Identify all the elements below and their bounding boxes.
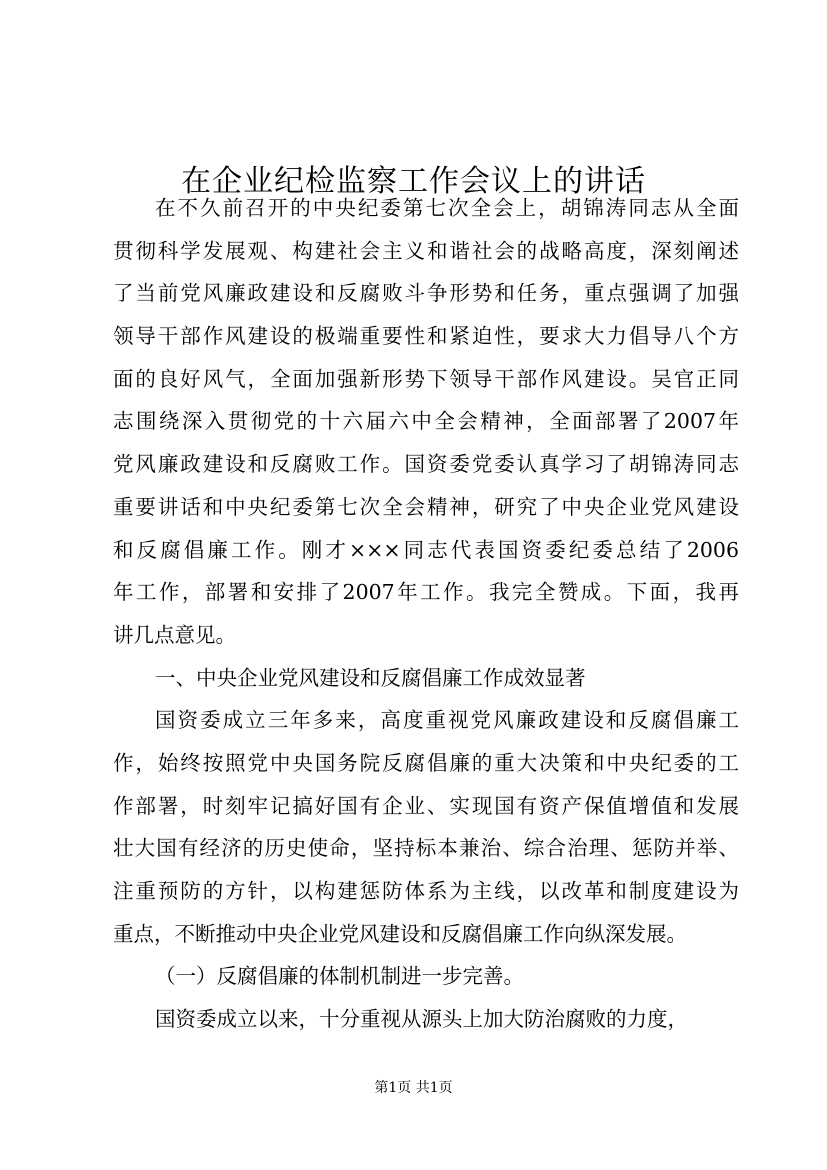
document-body [113,187,739,1041]
paragraph-2-line-6: 重点，不断推动中央企业党风建设和反腐倡廉工作向纵深发展。 [113,921,687,946]
paragraph-2-line-2: 作，始终按照党中央国务院反腐倡廉的重大决策和中央纪委的工 [113,750,739,775]
paragraph-2-line-4: 壮大国有经济的历史使命，坚持标本兼治、综合治理、惩防并举、 [113,836,739,861]
page-footer: 第1页 共1页 [374,1080,453,1096]
paragraph-1-line-4: 领导干部作风建设的极端重要性和紧迫性，要求大力倡导八个方 [113,324,739,349]
paragraph-1-line-8: 重要讲话和中央纪委第七次全会精神，研究了中央企业党风建设 [113,494,739,519]
paragraph-1-line-6: 志围绕深入贯彻党的十六届六中全会精神，全面部署了2007年 [113,409,739,434]
paragraph-1-line-7: 党风廉政建设和反腐败工作。国资委党委认真学习了胡锦涛同志 [113,452,739,477]
paragraph-1-line-2: 贯彻科学发展观、构建社会主义和谐社会的战略高度，深刻阐述 [113,238,739,263]
paragraph-1-line-11: 讲几点意见。 [113,622,236,647]
paragraph-1-line-1: 在不久前召开的中央纪委第七次全会上，胡锦涛同志从全面 [155,196,739,220]
subsection-heading-1: （一）反腐倡廉的体制机制进一步完善。 [155,964,524,989]
paragraph-3-line-1: 国资委成立以来，十分重视从源头上加大防治腐败的力度， [155,1007,688,1032]
paragraph-1-line-10: 年工作，部署和安排了2007年工作。我完全赞成。下面，我再 [113,580,739,605]
document-title: 在企业纪检监察工作会议上的讲话 [181,164,646,200]
paragraph-2-line-1: 国资委成立三年多来，高度重视党风廉政建设和反腐倡廉工 [155,708,739,733]
paragraph-2-line-5: 注重预防的方针，以构建惩防体系为主线，以改革和制度建设为 [113,879,739,903]
paragraph-1-line-5: 面的良好风气，全面加强新形势下领导干部作风建设。吴官正同 [113,366,739,391]
paragraph-1-line-3: 了当前党风廉政建设和反腐败斗争形势和任务，重点强调了加强 [113,281,739,306]
paragraph-2-line-3: 作部署，时刻牢记搞好国有企业、实现国有资产保值增值和发展 [113,793,739,818]
paragraph-1-line-9: 和反腐倡廉工作。刚才×××同志代表国资委纪委总结了2006 [113,537,739,562]
section-heading-1: 一、中央企业党风建设和反腐倡廉工作成效显著 [155,665,586,690]
